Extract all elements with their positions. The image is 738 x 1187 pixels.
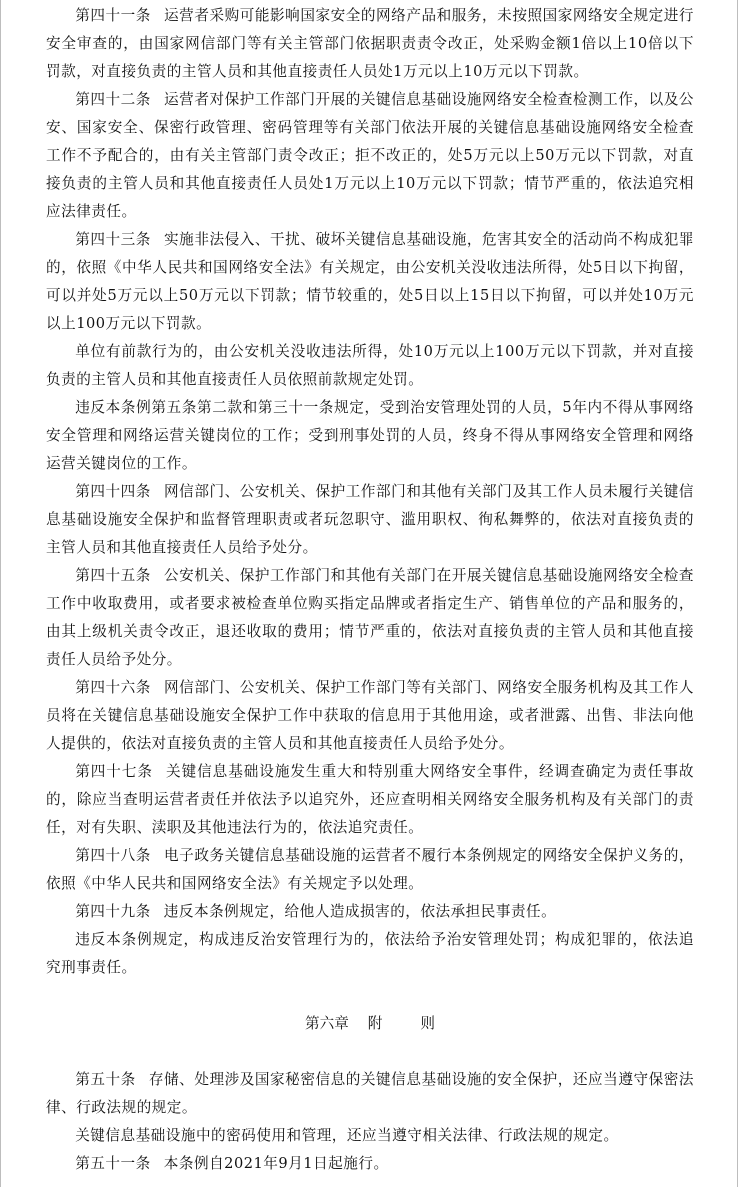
article-41: [46, 2, 694, 86]
regulation-text: [46, 2, 694, 1178]
article-43-paragraph-3: [46, 394, 694, 478]
article-50: [46, 1066, 694, 1122]
article-48: [46, 842, 694, 898]
article-number: 第四十七条: [75, 763, 153, 780]
article-45: [46, 562, 694, 674]
article-text: 运营者采购可能影响国家安全的网络产品和服务，未按照国家网络安全规定进行安全审查的，由国家网信部门等有关主管部门依据职责责令改正，处采购金额1倍以上10倍以下罚款，对直接负责的主管人员和其他直接责任人员处1万元以上10万元以下罚款。: [46, 7, 694, 80]
article-51: [46, 1150, 694, 1178]
article-number: 第四十一条: [75, 7, 151, 24]
article-text: 本条例自2021年9月1日起施行。: [163, 1155, 389, 1172]
article-50-paragraph-2: [46, 1122, 694, 1150]
article-43-paragraph-2: [46, 338, 694, 394]
article-43: [46, 226, 694, 338]
article-text: 违反本条例规定，构成违反治安管理行为的，依法给予治安管理处罚；构成犯罪的，依法追究刑事责任。: [46, 931, 694, 976]
article-number: 第五十条: [75, 1071, 136, 1088]
article-text: 电子政务关键信息基础设施的运营者不履行本条例规定的网络安全保护义务的，依照《中华人民共和国网络安全法》有关规定予以处理。: [46, 847, 694, 892]
article-49-paragraph-2: [46, 926, 694, 982]
article-text: 实施非法侵入、干扰、破坏关键信息基础设施，危害其安全的活动尚不构成犯罪的，依照《中华人民共和国网络安全法》有关规定，由公安机关没收违法所得，处5日以下拘留，可以并处5万元以上50万元以下罚款；情节较重的，处5日以上15日以下拘留，可以并处10万元以上100万元以下罚款。: [46, 231, 694, 332]
chapter-title-part-2: 则: [420, 1015, 435, 1032]
article-number: 第四十九条: [75, 903, 151, 920]
article-number: 第四十二条: [75, 91, 151, 108]
article-number: 第四十四条: [75, 483, 151, 500]
article-number: 第四十五条: [75, 567, 151, 584]
chapter-title-part-1: 附: [367, 1015, 383, 1032]
article-49: [46, 898, 694, 926]
article-number: 第四十六条: [75, 679, 151, 696]
article-text: 运营者对保护工作部门开展的关键信息基础设施网络安全检查检测工作，以及公安、国家安全、保密行政管理、密码管理等有关部门依法开展的关键信息基础设施网络安全检查工作不予配合的，由有关主管部门责令改正；拒不改正的，处5万元以上50万元以下罚款，对直接负责的主管人员和其他直接责任人员处1万元以上10万元以下罚款；情节严重的，依法追究相应法律责任。: [46, 91, 694, 220]
article-text: 网信部门、公安机关、保护工作部门和其他有关部门及其工作人员未履行关键信息基础设施安全保护和监督管理职责或者玩忽职守、滥用职权、徇私舞弊的，依法对直接负责的主管人员和其他直接责任人员给予处分。: [46, 483, 694, 556]
article-42: [46, 86, 694, 226]
article-47: [46, 758, 694, 842]
article-number: 第四十八条: [75, 847, 151, 864]
article-46: [46, 674, 694, 758]
chapter-number: 第六章: [305, 1015, 349, 1032]
article-text: 单位有前款行为的，由公安机关没收违法所得，处10万元以上100万元以下罚款，并对直接负责的主管人员和其他直接责任人员依照前款规定处罚。: [46, 343, 694, 388]
article-number: 第五十一条: [75, 1155, 151, 1172]
article-text: 关键信息基础设施发生重大和特别重大网络安全事件，经调查确定为责任事故的，除应当查明运营者责任并依法予以追究外，还应查明相关网络安全服务机构及有关部门的责任，对有失职、渎职及其他违法行为的，依法追究责任。: [46, 763, 694, 836]
article-text: 违反本条例规定，给他人造成损害的，依法承担民事责任。: [163, 903, 557, 920]
article-44: [46, 478, 694, 562]
article-text: 关键信息基础设施中的密码使用和管理，还应当遵守相关法律、行政法规的规定。: [75, 1127, 619, 1144]
article-text: 存储、处理涉及国家秘密信息的关键信息基础设施的安全保护，还应当遵守保密法律、行政法规的规定。: [46, 1071, 694, 1116]
chapter-heading: [46, 1010, 694, 1038]
article-text: 公安机关、保护工作部门和其他有关部门在开展关键信息基础设施网络安全检查工作中收取费用，或者要求被检查单位购买指定品牌或者指定生产、销售单位的产品和服务的，由其上级机关责令改正，退还收取的费用；情节严重的，依法对直接负责的主管人员和其他直接责任人员给予处分。: [46, 567, 694, 668]
article-text: 网信部门、公安机关、保护工作部门等有关部门、网络安全服务机构及其工作人员将在关键信息基础设施安全保护工作中获取的信息用于其他用途，或者泄露、出售、非法向他人提供的，依法对直接负责的主管人员和其他直接责任人员给予处分。: [46, 679, 694, 752]
article-number: 第四十三条: [75, 231, 151, 248]
article-text: 违反本条例第五条第二款和第三十一条规定，受到治安管理处罚的人员，5年内不得从事网络安全管理和网络运营关键岗位的工作；受到刑事处罚的人员，终身不得从事网络安全管理和网络运营关键岗位的工作。: [46, 399, 694, 472]
